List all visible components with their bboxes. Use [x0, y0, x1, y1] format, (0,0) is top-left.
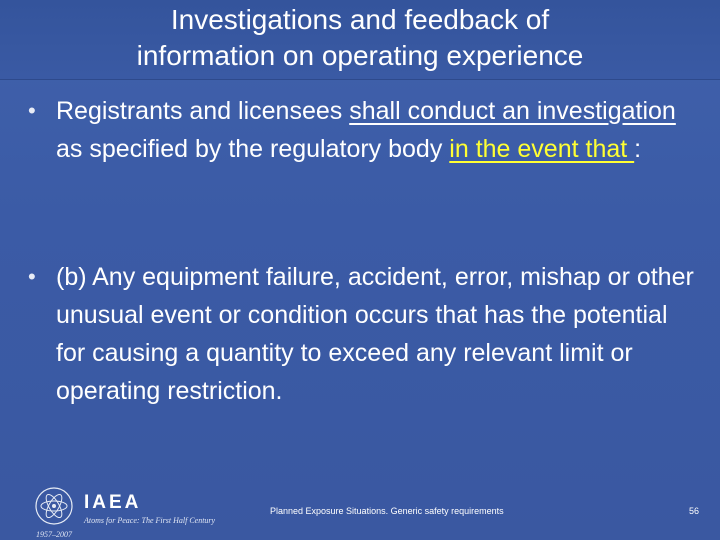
bullet-1-underlined: shall conduct an investigation — [349, 97, 676, 125]
bullet-1-highlight: in the event that — [449, 135, 635, 163]
bullet-1-part-5: : — [634, 135, 642, 163]
title-line-1: Investigations and feedback of — [170, 4, 550, 35]
footer — [0, 482, 720, 540]
slide-title — [0, 0, 720, 80]
bullet-1-part-3: as specified by the regulatory body — [56, 135, 450, 163]
bullet-icon: • — [28, 98, 36, 123]
bullet-2-text: (b) Any equipment failure, accident, error, mishap or other unusual event or condition occurs that has the potential for causing a quantity to exceed any relevant limit or operating restriction. — [56, 263, 694, 405]
iaea-logo-years: 1957–2007 — [36, 530, 72, 539]
iaea-atom-icon — [34, 486, 74, 526]
bullet-2 — [28, 258, 698, 410]
title-line-2: information on operating experience — [136, 40, 584, 71]
bullet-1-text — [56, 92, 698, 168]
bullet-icon: • — [28, 264, 36, 289]
iaea-logo-text: IAEA — [84, 492, 142, 513]
footer-caption: Planned Exposure Situations. Generic safety requirements — [270, 506, 504, 516]
bullet-1-part-1: Registrants and licensees — [56, 97, 350, 125]
bullet-1 — [28, 92, 698, 168]
iaea-logo-tagline: Atoms for Peace: The First Half Century — [84, 516, 216, 525]
page-number: 56 — [689, 506, 700, 516]
